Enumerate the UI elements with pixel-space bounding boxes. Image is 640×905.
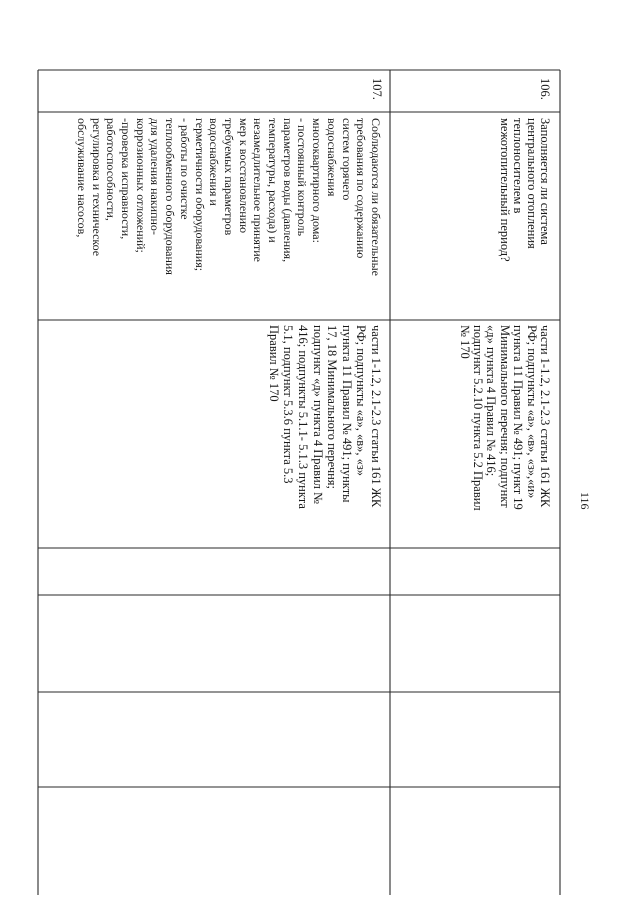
row-107-question-line: теплообменного оборудования: [163, 118, 178, 275]
page-number: 116: [578, 492, 592, 510]
row-106-reference-line: РФ; подпункты «а», «в», «з»,«и»: [524, 325, 539, 499]
row-107-question-line: водоснабжения и: [207, 118, 222, 206]
row-107-question-line: - постоянный контроль: [295, 118, 310, 237]
row-107-question-line: герметичности оборудования;: [192, 118, 207, 272]
row-107-question-line: регулировка и техническое: [89, 118, 104, 257]
row-107-question-line: температуры, расхода) и: [266, 118, 281, 243]
row-107-reference-line: подпункт «д» пункта 4 Правил №: [310, 325, 325, 504]
row-107-question-line: для удаления накипно-: [148, 118, 163, 235]
row-107-reference-line: 17, 18 Минимального перечня;: [325, 325, 340, 490]
row-107-question-line: -проверка исправности,: [119, 118, 134, 240]
row-107-question-line: работоспособности,: [104, 118, 119, 221]
row-107-question: [74, 118, 383, 276]
row-107-question-line: - работы по очистке: [177, 118, 192, 220]
row-106-question-line: теплоносителем в: [511, 118, 526, 214]
row-107-reference-line: 5.1, подпункт 5.3.6 пункта 5.3: [281, 325, 296, 484]
row-107-question-line: требуемых параметров: [221, 118, 236, 236]
row-107-reference-line: 416; подпункты 5.1.1- 5.1.3 пункта: [296, 325, 311, 509]
row-107-reference: [266, 325, 383, 509]
row-107-question-line: коррозионных отложений;: [133, 118, 148, 253]
row-107-question-line: систем горячего: [339, 118, 354, 201]
row-106-question-line: центрального отопления: [524, 118, 539, 249]
row-106-reference: [457, 325, 551, 511]
row-107-question-line: многоквартирного дома:: [310, 118, 325, 243]
row-107-reference-line: РФ; подпункты «а», «в», «з»: [354, 325, 369, 477]
row-107-question-line: мер к восстановлению: [236, 118, 251, 234]
row-106-reference-line: части 1-1.2, 2.1-2.3 статьи 161 ЖК: [538, 325, 552, 508]
row-106-reference-line: Минимального перечня; подпункт: [497, 325, 512, 508]
row-107-question-line: обслуживание насосов,: [74, 118, 89, 238]
row-106-reference-line: подпункт 5.2.10 пункта 5.2 Правил: [470, 325, 485, 511]
row-106-question: [497, 118, 551, 262]
row-107-question-line: требования по содержанию: [354, 118, 369, 259]
row-107-question-line: Соблюдаются ли обязательные: [369, 118, 383, 276]
row-107-reference-line: Правил № 170: [266, 325, 281, 402]
row-106-reference-line: пункта 11 Правил № 491; пункт 19: [511, 325, 526, 510]
row-106-question-line: межотопительный период?: [497, 118, 512, 262]
row-106-number: 106.: [538, 78, 552, 100]
row-106-reference-line: «д» пункта 4 Правил № 416;: [484, 325, 499, 477]
row-107-question-line: незамедлительное принятие: [251, 118, 266, 262]
row-107-reference-line: пункта 11 Правил № 491; пункты: [339, 325, 354, 503]
row-106-question-line: Заполняется ли система: [538, 118, 552, 245]
row-107-question-line: параметров воды (давления,: [280, 118, 295, 263]
row-107-number: 107.: [370, 78, 384, 100]
row-107-reference-line: части 1-1.2, 2.1-2.3 статьи 161 ЖК: [369, 325, 383, 508]
row-106-reference-line: № 170: [457, 325, 472, 359]
row-107-question-line: водоснабжения: [324, 118, 339, 197]
